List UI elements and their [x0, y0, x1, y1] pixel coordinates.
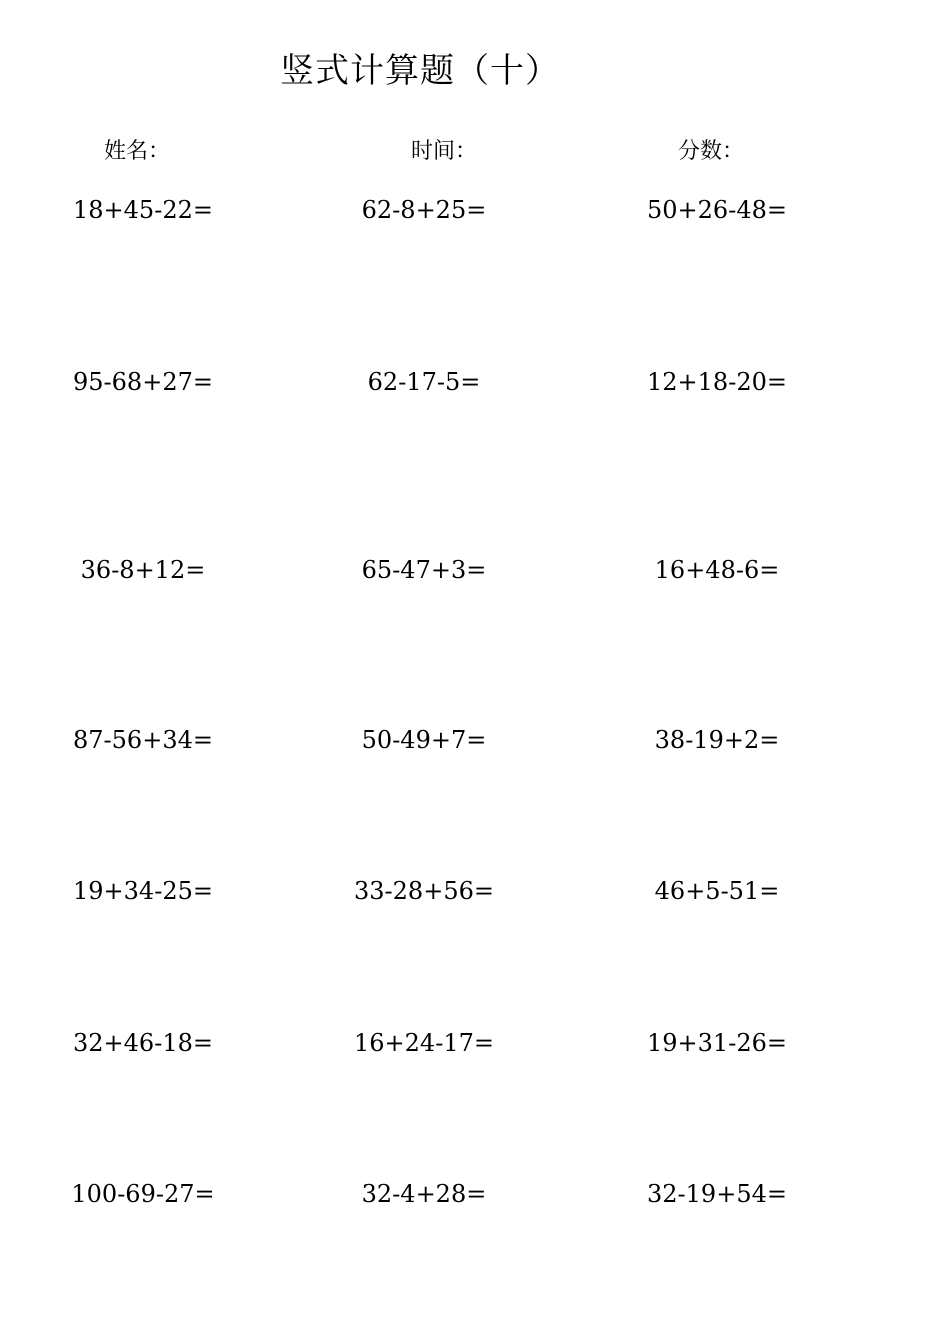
problem-21: 32-19+54= — [647, 1180, 787, 1208]
problem-11: 50-49+7= — [361, 726, 487, 754]
problem-16: 32+46-18= — [73, 1029, 213, 1057]
problem-3: 50+26-48= — [647, 196, 787, 224]
problem-9: 16+48-6= — [654, 556, 780, 584]
worksheet-title: 竖式计算题（十） — [280, 51, 560, 91]
score-label: 分数： — [678, 139, 745, 164]
problem-17: 16+24-17= — [354, 1029, 494, 1057]
problem-18: 19+31-26= — [647, 1029, 787, 1057]
problem-13: 19+34-25= — [73, 877, 213, 905]
problem-14: 33-28+56= — [354, 877, 494, 905]
problem-4: 95-68+27= — [73, 368, 213, 396]
name-label: 姓名： — [104, 139, 171, 164]
problem-5: 62-17-5= — [367, 368, 481, 396]
problem-6: 12+18-20= — [647, 368, 787, 396]
problem-20: 32-4+28= — [361, 1180, 487, 1208]
problem-1: 18+45-22= — [73, 196, 213, 224]
problem-19: 100-69-27= — [71, 1180, 215, 1208]
time-label: 时间： — [411, 139, 478, 164]
problem-10: 87-56+34= — [73, 726, 213, 754]
problem-8: 65-47+3= — [361, 556, 487, 584]
problem-12: 38-19+2= — [654, 726, 780, 754]
problem-7: 36-8+12= — [80, 556, 206, 584]
problem-2: 62-8+25= — [361, 196, 487, 224]
problem-15: 46+5-51= — [654, 877, 780, 905]
